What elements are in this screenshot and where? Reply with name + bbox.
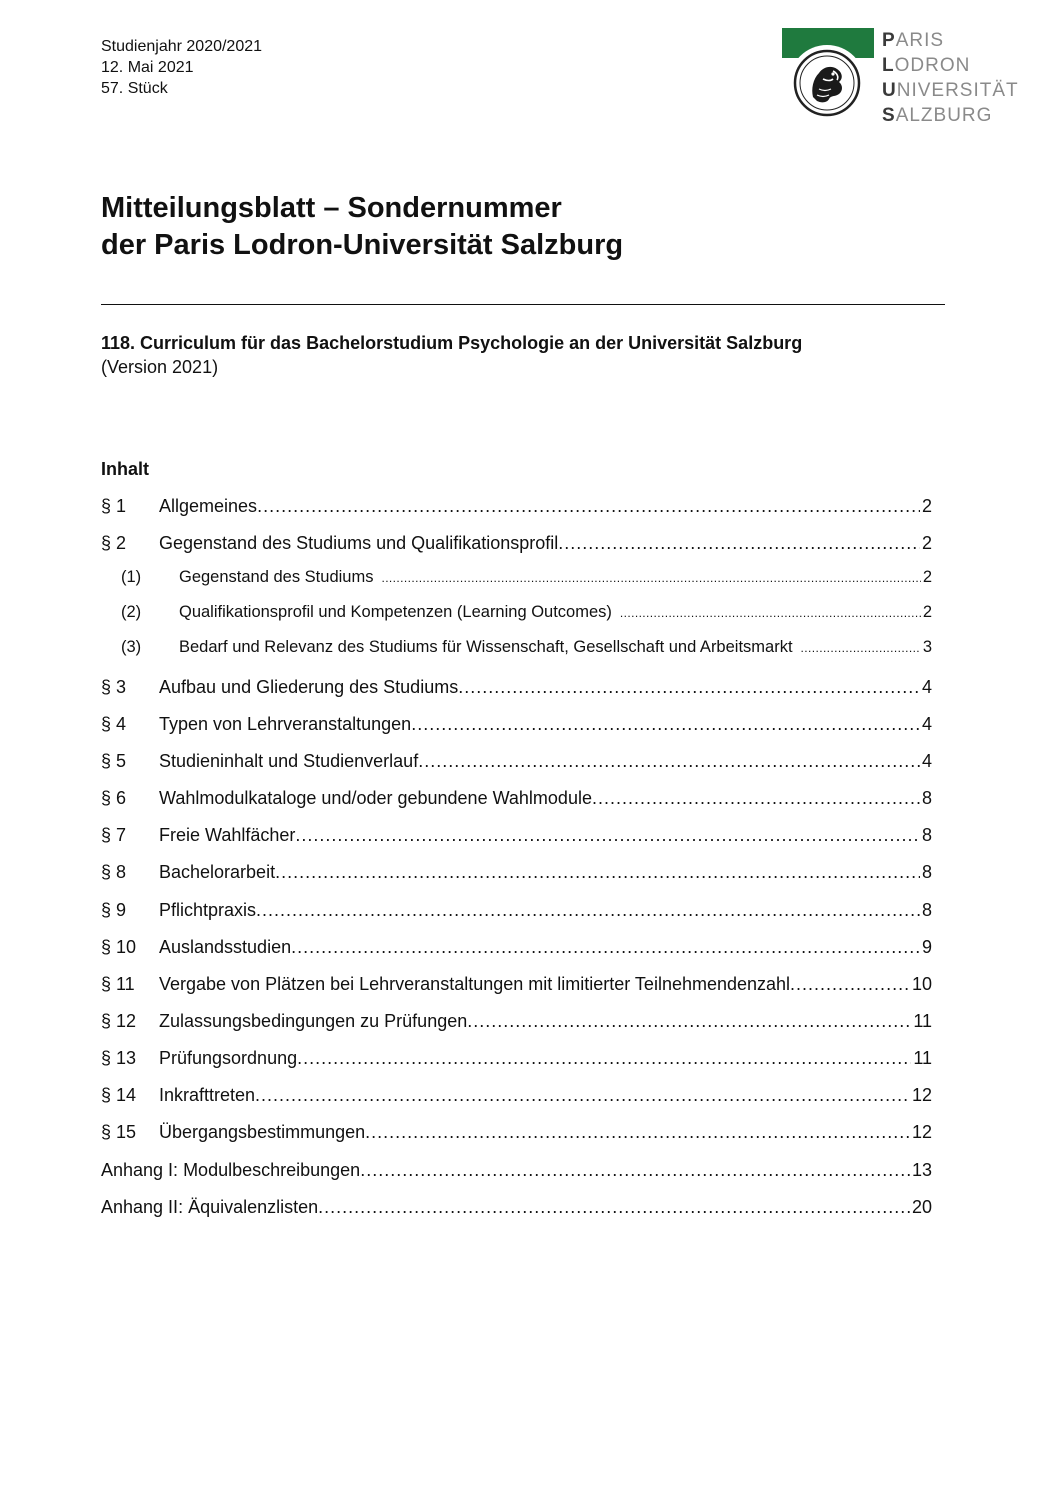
toc-entry-page: 8 xyxy=(921,900,932,920)
toc-entry-label: Allgemeines xyxy=(159,496,258,516)
toc-entry[interactable] xyxy=(101,825,932,847)
toc-leader-dots xyxy=(257,496,920,517)
toc-entry-page: 2 xyxy=(922,603,932,621)
toc-entry-number: § 12 xyxy=(101,1011,137,1031)
toc-leader-dots xyxy=(558,533,920,554)
toc-entry-label: Aufbau und Gliederung des Studiums xyxy=(159,677,459,697)
toc-entry-number: § 6 xyxy=(101,788,127,808)
logo-wordmark: PARIS LODRON UNIVERSITÄT SALZBURG xyxy=(882,30,1019,126)
toc-entry-label: Typen von Lehrveranstaltungen xyxy=(159,714,412,734)
toc-entry-number: (3) xyxy=(121,638,142,656)
toc-entry[interactable] xyxy=(101,1085,932,1107)
university-logo xyxy=(782,28,1038,128)
toc-entry-label: Vergabe von Plätzen bei Lehrveranstaltungen mit limitierter Teilnehmendenzahl xyxy=(159,974,791,994)
toc-leader-dots xyxy=(411,714,920,735)
issue-info xyxy=(101,36,262,99)
curriculum-version: (Version 2021) xyxy=(101,357,219,377)
toc-leader-dots xyxy=(255,1085,910,1106)
toc-entry-number: § 3 xyxy=(101,677,127,697)
toc-entry-label: Inkrafttreten xyxy=(159,1085,256,1105)
toc-entry-label: Freie Wahlfächer xyxy=(159,825,296,845)
toc-entry[interactable] xyxy=(101,496,932,518)
toc-entry-label: Zulassungsbedingungen zu Prüfungen xyxy=(159,1011,468,1031)
toc-entry-page: 8 xyxy=(921,862,932,882)
toc-entry-number: § 15 xyxy=(101,1122,137,1142)
toc-entry[interactable] xyxy=(101,1160,932,1182)
toc-entry-number: § 14 xyxy=(101,1085,137,1105)
toc-entry[interactable] xyxy=(101,788,932,810)
toc-entry-label: Gegenstand des Studiums xyxy=(179,568,374,586)
toc-entry-page: 11 xyxy=(913,1048,932,1068)
toc-leader-dots xyxy=(297,1048,911,1069)
toc-entry-label: Bedarf und Relevanz des Studiums für Wissenschaft, Gesellschaft und Arbeitsmarkt xyxy=(179,638,793,656)
toc-leader-dots xyxy=(360,1160,910,1181)
toc-leader-dots xyxy=(467,1011,911,1032)
toc-entry-number: § 4 xyxy=(101,714,127,734)
toc-entry-number: § 11 xyxy=(101,974,135,994)
toc-entry[interactable] xyxy=(101,751,932,773)
toc-entry-page: 11 xyxy=(913,1011,932,1031)
curriculum-heading xyxy=(101,331,802,379)
toc-entry-number: (1) xyxy=(121,568,142,586)
document-title xyxy=(101,190,623,264)
toc-entry-number: § 9 xyxy=(101,900,127,920)
toc-leader-dots xyxy=(458,677,920,698)
toc-entry-page: 2 xyxy=(922,568,932,586)
toc-leader-dots xyxy=(275,862,920,883)
toc-entry[interactable] xyxy=(101,900,932,922)
toc-entry-page: 12 xyxy=(911,1122,932,1142)
toc-entry-label: Qualifikationsprofil und Kompetenzen (Learning Outcomes) xyxy=(179,603,612,621)
toc-entry-label: Studieninhalt und Studienverlauf xyxy=(159,751,419,771)
toc-entry-page: 2 xyxy=(921,533,932,553)
curriculum-title: 118. Curriculum für das Bachelorstudium Psychologie an der Universität Salzburg xyxy=(101,333,803,353)
toc-entry-number: § 8 xyxy=(101,862,127,882)
toc-leader-dots xyxy=(291,937,920,958)
toc-entry[interactable] xyxy=(101,677,932,699)
toc-entry[interactable] xyxy=(101,533,932,555)
academic-year: Studienjahr 2020/2021 xyxy=(101,38,263,55)
toc-leader-dots xyxy=(381,571,920,585)
toc-entry-page: 3 xyxy=(922,638,932,656)
toc-entry[interactable] xyxy=(101,603,932,625)
toc-entry-number: § 13 xyxy=(101,1048,137,1068)
toc-entry[interactable] xyxy=(101,714,932,736)
toc-leader-dots xyxy=(801,641,921,655)
toc-entry-label: Bachelorarbeit xyxy=(159,862,276,882)
toc-entry-page: 9 xyxy=(921,937,932,957)
toc-leader-dots xyxy=(318,1197,910,1218)
toc-entry-page: 4 xyxy=(921,714,932,734)
toc-entry[interactable] xyxy=(101,974,932,996)
toc-leader-dots xyxy=(365,1122,910,1143)
toc-entry[interactable] xyxy=(101,862,932,884)
divider xyxy=(101,304,945,305)
issue-date: 12. Mai 2021 xyxy=(101,59,194,76)
toc-entry[interactable] xyxy=(101,937,932,959)
toc-entry-number: (2) xyxy=(121,603,142,621)
toc-entry[interactable] xyxy=(101,1197,932,1219)
issue-number: 57. Stück xyxy=(101,80,168,97)
toc-entry[interactable] xyxy=(101,1011,932,1033)
toc-entry-label: Übergangsbestimmungen xyxy=(159,1122,366,1142)
toc-leader-dots xyxy=(790,974,910,995)
toc-entry-page: 8 xyxy=(921,825,932,845)
toc-leader-dots xyxy=(620,606,921,620)
lion-seal-icon xyxy=(793,49,861,117)
toc-entry[interactable] xyxy=(101,1122,932,1144)
toc-entry-page: 13 xyxy=(911,1160,932,1180)
toc-entry-label: Auslandsstudien xyxy=(159,937,292,957)
toc-entry-label: Gegenstand des Studiums und Qualifikationsprofil xyxy=(159,533,559,553)
toc-entry[interactable] xyxy=(101,568,932,590)
toc-entry-label: Anhang II: Äquivalenzlisten xyxy=(101,1197,319,1217)
toc-leader-dots xyxy=(295,825,920,846)
toc-entry-page: 8 xyxy=(921,788,932,808)
toc-entry-label: Pflichtpraxis xyxy=(159,900,257,920)
toc-leader-dots xyxy=(592,788,920,809)
toc-entry[interactable] xyxy=(101,638,932,660)
toc-entry-label: Anhang I: Modulbeschreibungen xyxy=(101,1160,361,1180)
title-line-1: Mitteilungsblatt – Sondernummer xyxy=(101,192,562,224)
toc-entry-label: Wahlmodulkataloge und/oder gebundene Wahlmodule xyxy=(159,788,592,808)
toc-entry-page: 20 xyxy=(911,1197,932,1217)
toc-leader-dots xyxy=(418,751,920,772)
toc-entry-page: 4 xyxy=(921,677,932,697)
toc-leader-dots xyxy=(256,900,920,921)
toc-entry-number: § 2 xyxy=(101,533,127,553)
toc-entry-page: 2 xyxy=(921,496,932,516)
toc-entry-page: 4 xyxy=(921,751,932,771)
title-line-2: der Paris Lodron-Universität Salzburg xyxy=(101,229,624,261)
toc-entry-page: 10 xyxy=(911,974,932,994)
toc-entry-number: § 5 xyxy=(101,751,127,771)
toc-entry-number: § 10 xyxy=(101,937,137,957)
toc-entry[interactable] xyxy=(101,1048,932,1070)
toc-entry-label: Prüfungsordnung xyxy=(159,1048,298,1068)
toc-entry-number: § 1 xyxy=(101,496,127,516)
toc-entry-number: § 7 xyxy=(101,825,127,845)
toc-heading: Inhalt xyxy=(101,459,149,479)
toc-entry-page: 12 xyxy=(911,1085,932,1105)
